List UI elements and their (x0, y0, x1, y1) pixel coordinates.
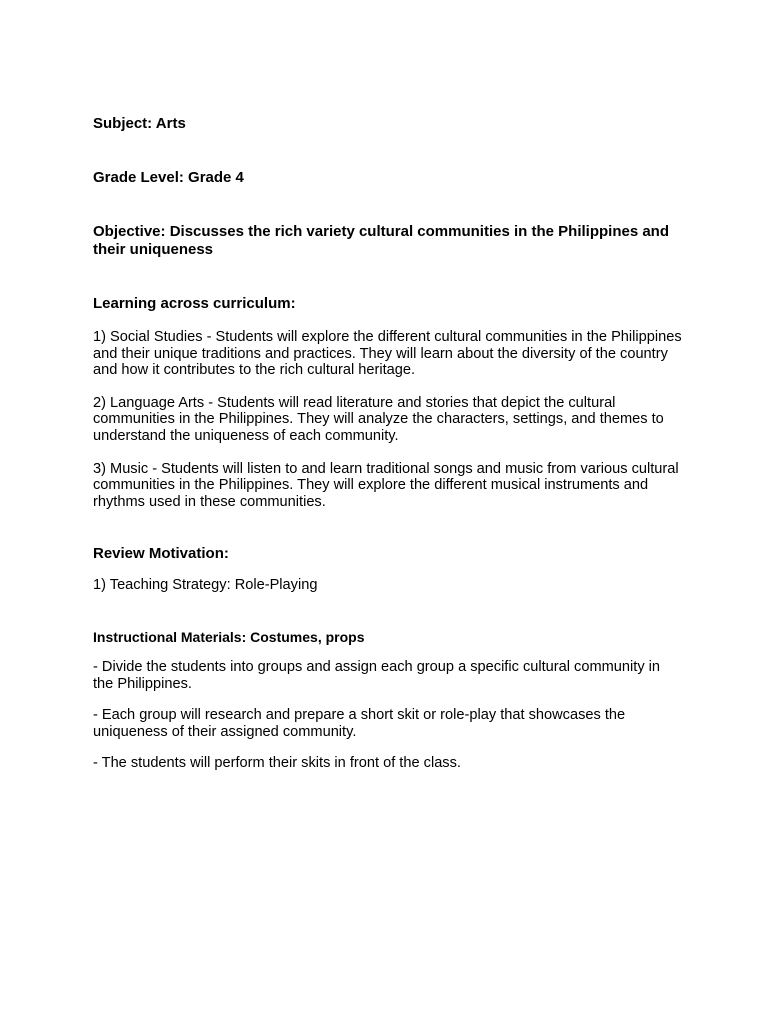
curriculum-item-music: 3) Music - Students will listen to and learn traditional songs and music from various cultural communities in the Philippines. They will explore the different musical instruments and rhythms used in these communities. (93, 460, 679, 510)
lesson-plan-document (93, 115, 683, 772)
grade-level-heading: Grade Level: Grade 4 (93, 169, 244, 186)
objective-heading: Objective: Discusses the rich variety cultural communities in the Philippines and their uniqueness (93, 223, 669, 258)
activity-step: - Each group will research and prepare a short skit or role-play that showcases the uniqueness of their assigned community. (93, 707, 626, 740)
instructional-materials-heading: Instructional Materials: Costumes, props (93, 628, 365, 645)
learning-across-curriculum-heading: Learning across curriculum: (93, 295, 296, 312)
activity-step: - Divide the students into groups and assign each group a specific cultural community in the Philippines. (93, 658, 661, 692)
curriculum-item-social-studies: 1) Social Studies - Students will explore the different cultural communities in the Philippines and their unique traditions and practices. They will learn about the diversity of the country and how it contributes to the rich cultural heritage. (93, 329, 682, 379)
subject-heading: Subject: Arts (93, 115, 186, 132)
teaching-strategy-text: 1) Teaching Strategy: Role-Playing (93, 577, 318, 594)
curriculum-item-language-arts: 2) Language Arts - Students will read literature and stories that depict the cultural communities in the Philippines. They will analyze the characters, settings, and themes to understand the uniqueness of each community. (93, 394, 664, 444)
activity-step: - The students will perform their skits in front of the class. (93, 755, 461, 772)
review-motivation-heading: Review Motivation: (93, 545, 229, 563)
